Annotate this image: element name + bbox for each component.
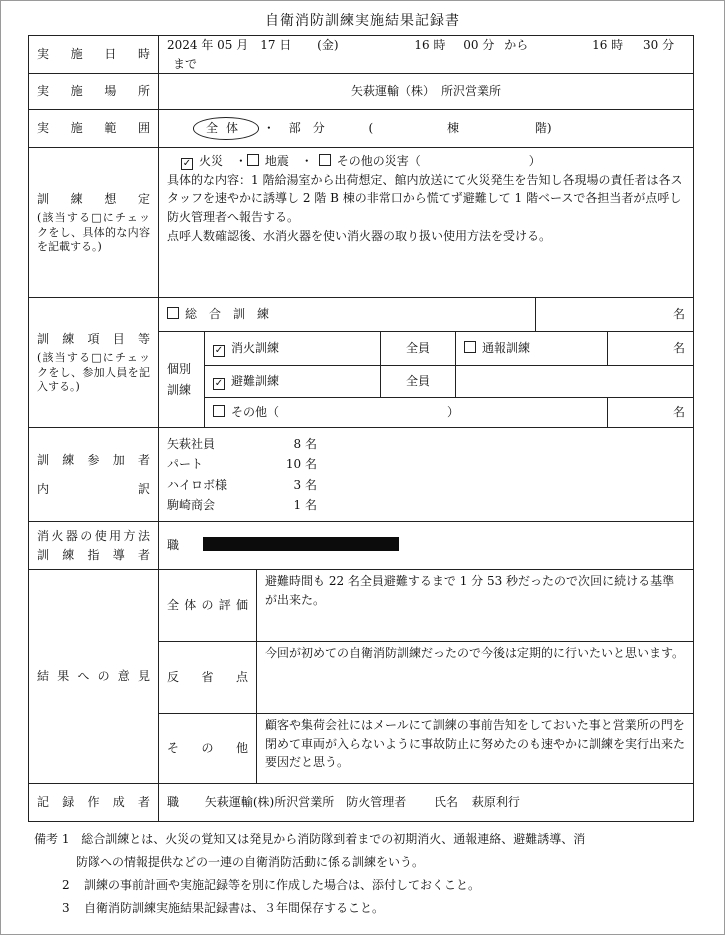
evac-count: 全員 — [381, 366, 456, 398]
recorder-org: 矢萩運輸(株)所沢営業所 防火管理者 — [204, 795, 407, 810]
participant-count: 3 名 — [293, 477, 317, 492]
fire-ext-cell — [205, 332, 381, 366]
scope-sep: ・ — [262, 121, 275, 136]
report-checkbox — [464, 341, 476, 353]
start-min: 00 分 — [463, 38, 495, 52]
scenario-note: (該当する□にチェックをし、具体的な内容を記載する。) — [37, 210, 150, 254]
participant-name: パート — [167, 457, 204, 472]
scenario-label: 訓練想定 — [37, 192, 150, 207]
participants-label-cell — [29, 428, 159, 522]
place-value: 矢萩運輸（株） 所沢営業所 — [159, 74, 694, 110]
note-1-line-1 — [34, 828, 699, 851]
items-row-comprehensive — [29, 298, 694, 332]
instructor-title-prefix: 職 — [167, 538, 180, 553]
other-item-label: その他（ ） — [231, 405, 460, 420]
items-label: 訓練項目等 — [37, 332, 150, 347]
recorder-title-prefix: 職 — [167, 795, 180, 810]
scenario-row — [29, 148, 694, 298]
recorder-name: 萩原利行 — [471, 795, 520, 810]
other-result-text: 顧客や集荷会社にはメールにて訓練の事前告知をしておいた事と営業所の門を閉めて車両が入らないように事故防止に努めたのも速やかに訓練を実行出来た要因だと思う。 — [257, 714, 694, 784]
participant-count: 1 名 — [293, 498, 317, 513]
redacted-name-block — [203, 537, 399, 551]
opt-other: その他の災害（ ） — [336, 154, 541, 169]
overall-label: 全体の評価 — [159, 570, 257, 642]
note-3-num: 3 — [62, 901, 70, 915]
notes-head: 備考 1 — [34, 832, 70, 846]
date-row — [29, 36, 694, 74]
evac-checkbox-checked: ✓ — [214, 378, 224, 390]
record-table — [28, 35, 694, 822]
other-item-checkbox — [213, 405, 225, 417]
notes-section — [34, 828, 699, 920]
participant-name: 矢萩社員 — [167, 436, 216, 451]
participants-list — [167, 435, 685, 515]
recorder-name-label: 氏名 — [434, 795, 459, 810]
end-min: 30 分 — [642, 38, 675, 52]
comprehensive-unit: 名 — [536, 298, 694, 332]
instructor-row — [29, 522, 694, 570]
quake-checkbox — [247, 154, 259, 166]
scenario-label-cell — [29, 148, 159, 298]
note-2 — [34, 874, 699, 897]
opt-fire: 火災 — [199, 154, 224, 169]
evac-blank — [456, 366, 694, 398]
recorder-row — [29, 784, 694, 822]
comprehensive-checkbox — [167, 307, 179, 319]
note-1-a: 総合訓練とは、火災の覚知又は発見から消防隊到着までの初期消火、通報連絡、避難誘導、消 — [81, 832, 586, 846]
instructor-label-cell — [29, 522, 159, 570]
evac-label: 避難訓練 — [231, 374, 280, 389]
instructor-value — [159, 522, 694, 570]
instructor-label-1: 消火器の使用方法 — [37, 529, 150, 544]
recorder-label: 記録作成者 — [29, 784, 159, 822]
scope-floor: 階) — [534, 121, 552, 136]
scope-value — [159, 110, 694, 148]
other-item-unit: 名 — [608, 398, 694, 428]
opt-quake: 地震 — [264, 154, 289, 169]
items-label-cell — [29, 298, 159, 428]
scope-partial: 部 分 — [288, 121, 325, 136]
fire-checkbox-checked: ✓ — [182, 158, 192, 170]
report-cell — [456, 332, 608, 366]
note-3-text: 自衛消防訓練実施結果記録書は、３年間保存すること。 — [84, 901, 385, 915]
recorder-value — [159, 784, 694, 822]
participants-list-cell — [159, 428, 694, 522]
date-label: 実施日時 — [29, 36, 159, 74]
participant-name: 駒崎商会 — [167, 498, 216, 513]
note-2-num: 2 — [62, 878, 70, 892]
other-disaster-checkbox — [319, 154, 331, 166]
place-label: 実施場所 — [29, 74, 159, 110]
participants-label-1: 訓練参加者 — [37, 453, 150, 468]
participant-count: 10 名 — [285, 457, 317, 472]
scope-all-circled: 全体 — [193, 117, 259, 140]
note-1-b: 防隊への情報提供などの一連の自衛消防活動に係る訓練をいう。 — [76, 855, 425, 869]
instructor-label-2: 訓練指導者 — [37, 547, 150, 562]
comprehensive-cell — [159, 298, 536, 332]
scope-label: 実施範囲 — [29, 110, 159, 148]
note-2-text: 訓練の事前計画や実施記録等を別に作成した場合は、添付しておくこと。 — [84, 878, 481, 892]
weekday-text: (金) — [317, 38, 339, 52]
participant-count: 8 名 — [293, 436, 317, 451]
participants-row — [29, 428, 694, 522]
report-label: 通報訓練 — [482, 341, 531, 356]
individual-label: 個別訓練 — [159, 332, 205, 428]
scope-row — [29, 110, 694, 148]
fire-ext-checkbox-checked: ✓ — [214, 345, 224, 357]
scenario-detail-2: 点呼人数確認後、水消火器を使い消火器の取り扱い使用方法を受ける。 — [167, 228, 552, 243]
end-hour: 16 時 — [592, 38, 624, 52]
start-hour: 16 時 — [414, 38, 446, 52]
scenario-content — [159, 148, 694, 298]
fire-ext-label: 消火訓練 — [231, 341, 280, 356]
scenario-detail-1: 具体的な内容：1 階給湯室から出荷想定、館内放送にて火災発生を告知し各現場の責任者は各スタッフを速やかに誘導し 2 階 B 棟の非常口から慌てず避難して 1 階ベースで各担当者が点呼し防火管理者へ報告する。 — [167, 172, 683, 224]
date-text: 2024 年 05 月 17 日 — [167, 38, 292, 52]
fire-ext-count: 全員 — [381, 332, 456, 366]
scope-building: 棟 — [447, 121, 460, 136]
comprehensive-label: 総 合 訓 練 — [185, 307, 270, 322]
review-text: 今回が初めての自衛消防訓練だったので今後は定期的に行いたいと思います。 — [257, 642, 694, 714]
result-row-overall — [29, 570, 694, 642]
participant-name: ハイロボ様 — [167, 477, 228, 492]
review-label: 反省点 — [159, 642, 257, 714]
place-row — [29, 74, 694, 110]
items-note: (該当する□にチェックをし、参加人員を記入する。) — [37, 350, 150, 394]
scenario-options: ✓ 火災 ・ 地震 ・ その他の災害（ ） — [182, 154, 541, 170]
until-text: まで — [173, 56, 198, 71]
other-result-label: その他 — [159, 714, 257, 784]
participants-label-2: 内訳 — [37, 481, 150, 496]
from-text: から — [504, 38, 529, 52]
note-3 — [34, 897, 699, 920]
result-label: 結果への意見 — [29, 570, 159, 784]
other-item-cell — [205, 398, 608, 428]
evac-cell — [205, 366, 381, 398]
report-unit: 名 — [608, 332, 694, 366]
date-value — [159, 36, 694, 74]
scope-paren: ( — [368, 121, 374, 136]
overall-text: 避難時間も 22 名全員避難するまで 1 分 53 秒だったので次回に続ける基準が出来た。 — [257, 570, 694, 642]
document-title: 自衛消防訓練実施結果記録書 — [265, 13, 460, 29]
